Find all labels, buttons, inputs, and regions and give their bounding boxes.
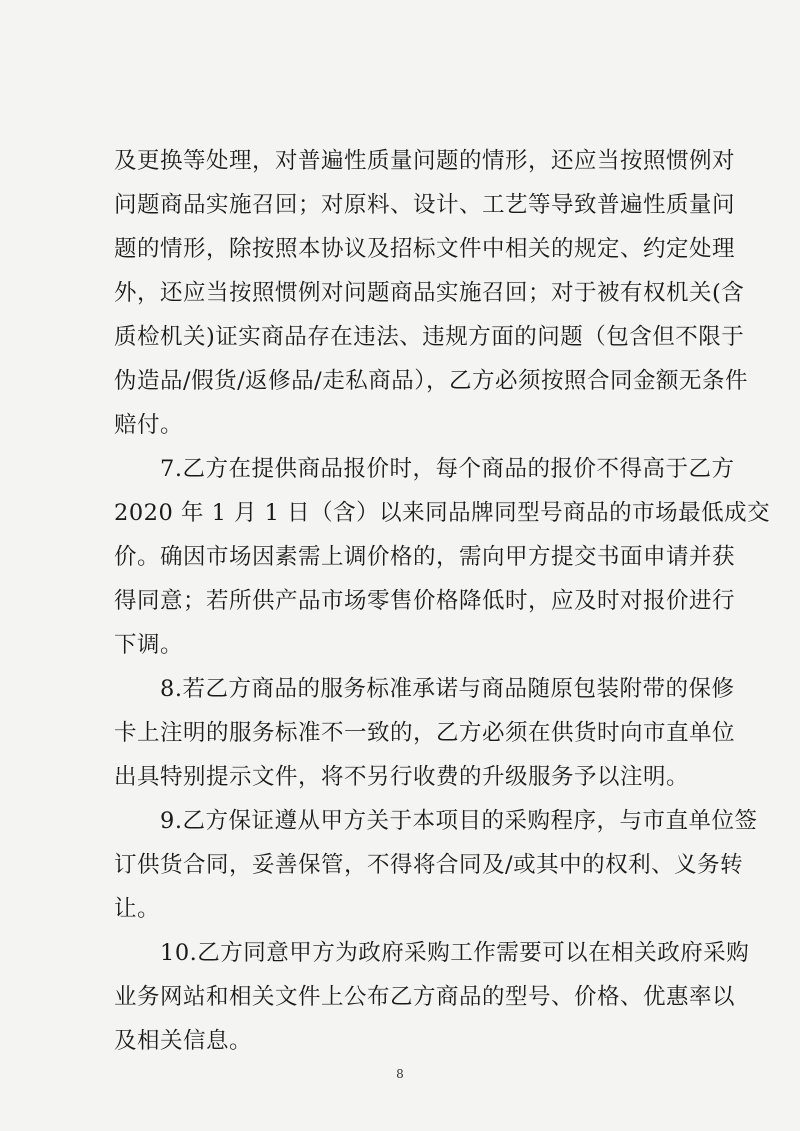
text-line: 题的情形，除按照本协议及招标文件中相关的规定、约定处理 — [114, 236, 736, 262]
text-line: 卡上注明的服务标准不一致的，乙方必须在供货时向市直单位 — [114, 720, 736, 746]
text-line: 及更换等处理，对普遍性质量问题的情形，还应当按照惯例对 — [114, 148, 736, 174]
text-line: 价。确因市场因素需上调价格的，需向甲方提交书面申请并获 — [114, 544, 736, 570]
text-line: 赔付。 — [114, 412, 184, 438]
text-line: 业务网站和相关文件上公布乙方商品的型号、价格、优惠率以 — [114, 984, 736, 1010]
text-line: 伪造品/假货/返修品/走私商品），乙方必须按照合同金额无条件 — [114, 368, 748, 394]
text-line: 出具特别提示文件，将不另行收费的升级服务予以注明。 — [114, 764, 690, 790]
page-number: 8 — [396, 1067, 404, 1081]
paragraph-7-first-line: 7.乙方在提供商品报价时，每个商品的报价不得高于乙方 — [160, 456, 735, 482]
text-line: 问题商品实施召回；对原料、设计、工艺等导致普遍性质量问 — [114, 192, 736, 218]
text-line: 及相关信息。 — [114, 1028, 253, 1054]
text-line: 订供货合同，妥善保管，不得将合同及/或其中的权利、义务转 — [114, 852, 744, 878]
text-line: 质检机关)证实商品存在违法、违规方面的问题（包含但不限于 — [114, 324, 745, 350]
text-line: 外，还应当按照惯例对问题商品实施召回；对于被有权机关(含 — [114, 280, 745, 306]
text-line: 得同意；若所供产品市场零售价格降低时，应及时对报价进行 — [114, 588, 736, 614]
paragraph-8-first-line: 8.若乙方商品的服务标准承诺与商品随原包装附带的保修 — [160, 676, 735, 702]
text-line: 下调。 — [114, 632, 184, 658]
paragraph-10-first-line: 10.乙方同意甲方为政府采购工作需要可以在相关政府采购 — [160, 940, 750, 966]
text-line: 2020 年 1 月 1 日（含）以来同品牌同型号商品的市场最低成交 — [114, 500, 771, 526]
paragraph-9-first-line: 9.乙方保证遵从甲方关于本项目的采购程序，与市直单位签 — [160, 808, 758, 834]
text-line: 让。 — [114, 896, 161, 922]
